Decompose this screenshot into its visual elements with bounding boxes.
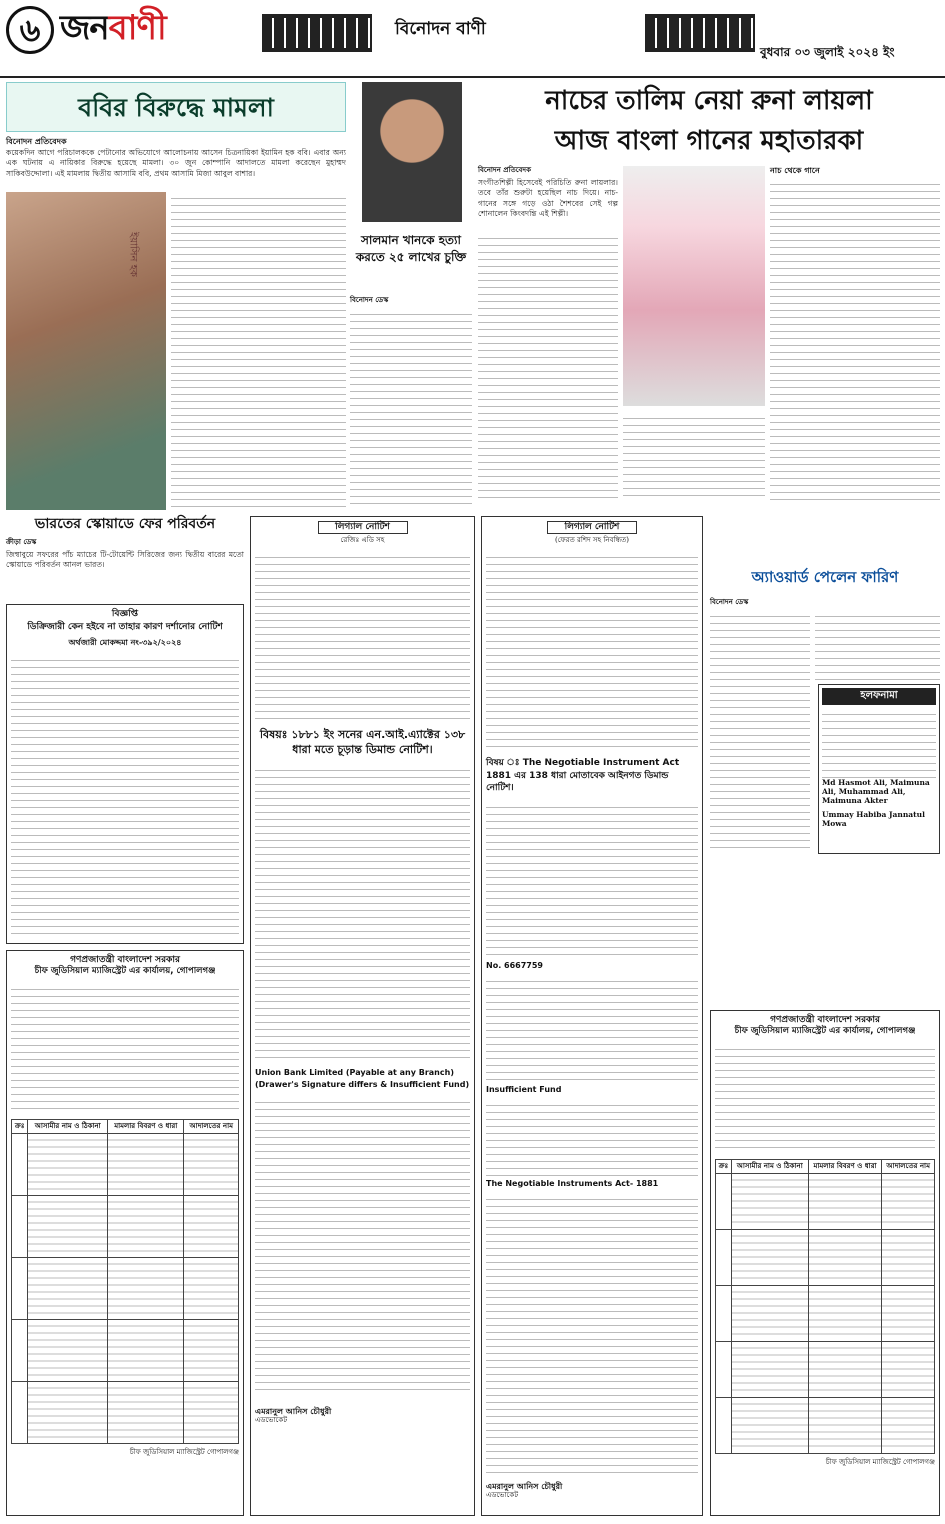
gov-line2: চীফ জুডিসিয়াল ম্যাজিস্ট্রেট এর কার্যালয়, গোপালগঞ্জ	[34, 966, 216, 977]
lead-text: সংগীতশিল্পী হিসেবেই পরিচিতি রুনা লায়লার। তবে তাঁর শুরুটা হয়েছিল নাচ দিয়ে। নাচ-গানের সঙ্গে গড়ে ওঠা শৈশবের সেই গল্প শোনালেন কিংবদন্তি এই শিল্পী।	[478, 178, 618, 218]
bank-name: Union Bank Limited (Payable at any Branch)	[255, 1067, 454, 1077]
notice-body	[11, 983, 239, 1113]
advocate-name: এমরানুল আনিস চৌধুরী	[486, 1480, 563, 1491]
notice-sub: (ফেরত রশিদ সহ নিবন্ধিত)	[554, 536, 630, 545]
actress-photo: ইয়াসিন হক	[6, 192, 166, 510]
act-reference: The Negotiable Instruments Act- 1881	[486, 1178, 659, 1188]
affidavit-signatory: Ummay Habiba Jannatul Mowa	[822, 809, 925, 828]
signature: চীফ জুডিসিয়াল ম্যাজিস্ট্রেট গোপালগঞ্জ	[825, 1457, 935, 1466]
notice-body	[486, 1193, 698, 1473]
notice-sub: রেজিঃ এডি সহ	[340, 536, 385, 545]
notice-title: ডিক্রিজারী কেন হইবে না তাহার কারণ দর্শানোর নোটিশ	[27, 622, 223, 633]
headline: ববির বিরুদ্ধে মামলা	[6, 82, 346, 132]
advocate-name: এমরানুল আনিস চৌধুরী	[255, 1405, 332, 1416]
byline: বিনোদন প্রতিবেদক	[6, 136, 67, 146]
accused-table: ক্রঃ আসামীর নাম ও ঠিকানা মামলার বিবরণ ও ধারা আদালতের নাম	[715, 1159, 935, 1454]
notice-body	[255, 1096, 470, 1396]
issue-date: বুধবার ০৩ জুলাই ২০২৪ ইং	[760, 45, 895, 59]
byline: বিনোদন প্রতিবেদক	[478, 165, 531, 174]
gov-line1: গণপ্রজাতন্ত্রী বাংলাদেশ সরকার	[70, 955, 180, 965]
body-text	[171, 192, 346, 510]
film-strip-icon	[645, 14, 755, 52]
body-text	[350, 308, 472, 508]
court-notice-right	[710, 1010, 940, 1516]
lead-text: কয়েকদিন আগে পরিচালককে পেটানোর অভিযোগে আলোচনায় আসেন চিত্রনায়িকা ইয়ামিন হক ববি। এবার অন্য এক ঘটনায় এ নায়িকার বিরুদ্ধে হয়েছে মামলা। ৩০ জুন কোম্পানি আদালতে মামলা করেছেন মুহাম্মদ সাকিবউদ্দোলা। এই মামলায় দ্বিতীয় আসামি ববি, প্রথম আসামি মিজা আবুল বাশার।	[6, 148, 346, 178]
newspaper-logo: জনবাণী	[60, 8, 166, 48]
page-number: ৬	[6, 6, 54, 54]
notice-body	[486, 801, 698, 961]
signature: চীফ জুডিসিয়াল ম্যাজিস্ট্রেট গোপালগঞ্জ	[129, 1447, 239, 1456]
film-strip-icon	[262, 14, 372, 52]
notice-decree	[6, 604, 244, 944]
affidavit-body	[822, 708, 936, 778]
story-runa-laila	[478, 82, 940, 512]
body-text	[478, 232, 618, 502]
story-bobby	[6, 82, 346, 510]
affidavit-title: হলফনামা	[822, 688, 936, 705]
notice-head: লিগ্যাল নোটিশ	[547, 521, 637, 534]
headline-line2: আজ বাংলা গানের মহাতারকা	[554, 126, 864, 156]
notice-subject: বিষয়ঃ ১৮৮১ ইং সনের এন.আই.এ্যাক্টের ১৩৮ ধারা মতে চূড়ান্ত ডিমান্ড নোটিশ।	[259, 728, 466, 757]
legal-notice-2	[481, 516, 703, 1516]
notice-head: বিজ্ঞপ্তি	[111, 609, 139, 619]
byline: বিনোদন ডেস্ক	[710, 597, 749, 606]
dishonour-reason: (Drawer's Signature differs & Insufficient Fund)	[255, 1079, 470, 1089]
subhead: নাচ থেকে গানে	[770, 166, 820, 175]
cheque-number: No. 6667759	[486, 960, 543, 970]
body-text	[770, 178, 940, 502]
headline-line1: নাচের তালিম নেয়া রুনা লায়লা	[545, 86, 873, 116]
byline: ক্রীড়া ডেস্ক	[6, 537, 37, 546]
advocate-role: এডভোকেট	[255, 1415, 288, 1424]
affidavit	[818, 684, 940, 854]
body-text	[623, 412, 765, 502]
court-notice-left	[6, 950, 244, 1516]
body-text	[815, 610, 940, 680]
fund-status: Insufficient Fund	[486, 1084, 562, 1094]
notice-body	[715, 1043, 935, 1153]
notice-body	[11, 654, 239, 934]
notice-parties	[486, 551, 698, 751]
lead-text: জিম্বাবুয়ে সফরের পাঁচ ম্যাচের টি-টোয়েন্টি সিরিজের জন্য দ্বিতীয় বারের মতো স্কোয়াডে পরিবর্তন আনল ভারত।	[6, 550, 244, 570]
story-salman	[350, 82, 472, 510]
notice-body	[486, 975, 698, 1085]
byline: বিনোদন ডেস্ক	[350, 295, 389, 304]
affidavit-names: Md Hasmot Ali, Maimuna Ali, Muhammad Ali, Maimuna Akter	[822, 777, 930, 806]
masthead	[0, 0, 945, 78]
gov-line1: গণপ্রজাতন্ত্রী বাংলাদেশ সরকার	[770, 1015, 880, 1025]
notice-subject: বিষয় ঃ The Negotiable Instrument Act 1881 এর 138 ধারা মোতাবেক আইনগত ডিমান্ড নোটিশ।	[486, 758, 680, 794]
headline: ভারতের স্কোয়াডে ফের পরিবর্তন	[34, 516, 216, 532]
gov-line2: চীফ জুডিসিয়াল ম্যাজিস্ট্রেট এর কার্যালয়, গোপালগঞ্জ	[734, 1026, 916, 1037]
singer-photo	[623, 166, 765, 406]
case-number: অর্থজারী মোকদ্দমা নং-৩৯২/২০২৪	[68, 637, 182, 647]
notice-body	[255, 764, 470, 1064]
headline: অ্যাওয়ার্ড পেলেন ফারিণ	[751, 568, 899, 586]
section-title: বিনোদন বাণী	[395, 19, 486, 39]
notice-parties	[255, 551, 470, 721]
notice-head: লিগ্যাল নোটিশ	[318, 521, 408, 534]
actor-photo	[362, 82, 462, 222]
notice-body	[486, 1099, 698, 1179]
headline: সালমান খানকে হত্যা করতে ২৫ লাখের চুক্তি	[355, 233, 467, 264]
body-text	[710, 610, 810, 850]
story-india-squad	[6, 516, 244, 596]
legal-notice-1	[250, 516, 475, 1516]
accused-table: ক্রঃ আসামীর নাম ও ঠিকানা মামলার বিবরণ ও ধারা আদালতের নাম	[11, 1119, 239, 1444]
advocate-role: এডভোকেট	[486, 1490, 519, 1499]
